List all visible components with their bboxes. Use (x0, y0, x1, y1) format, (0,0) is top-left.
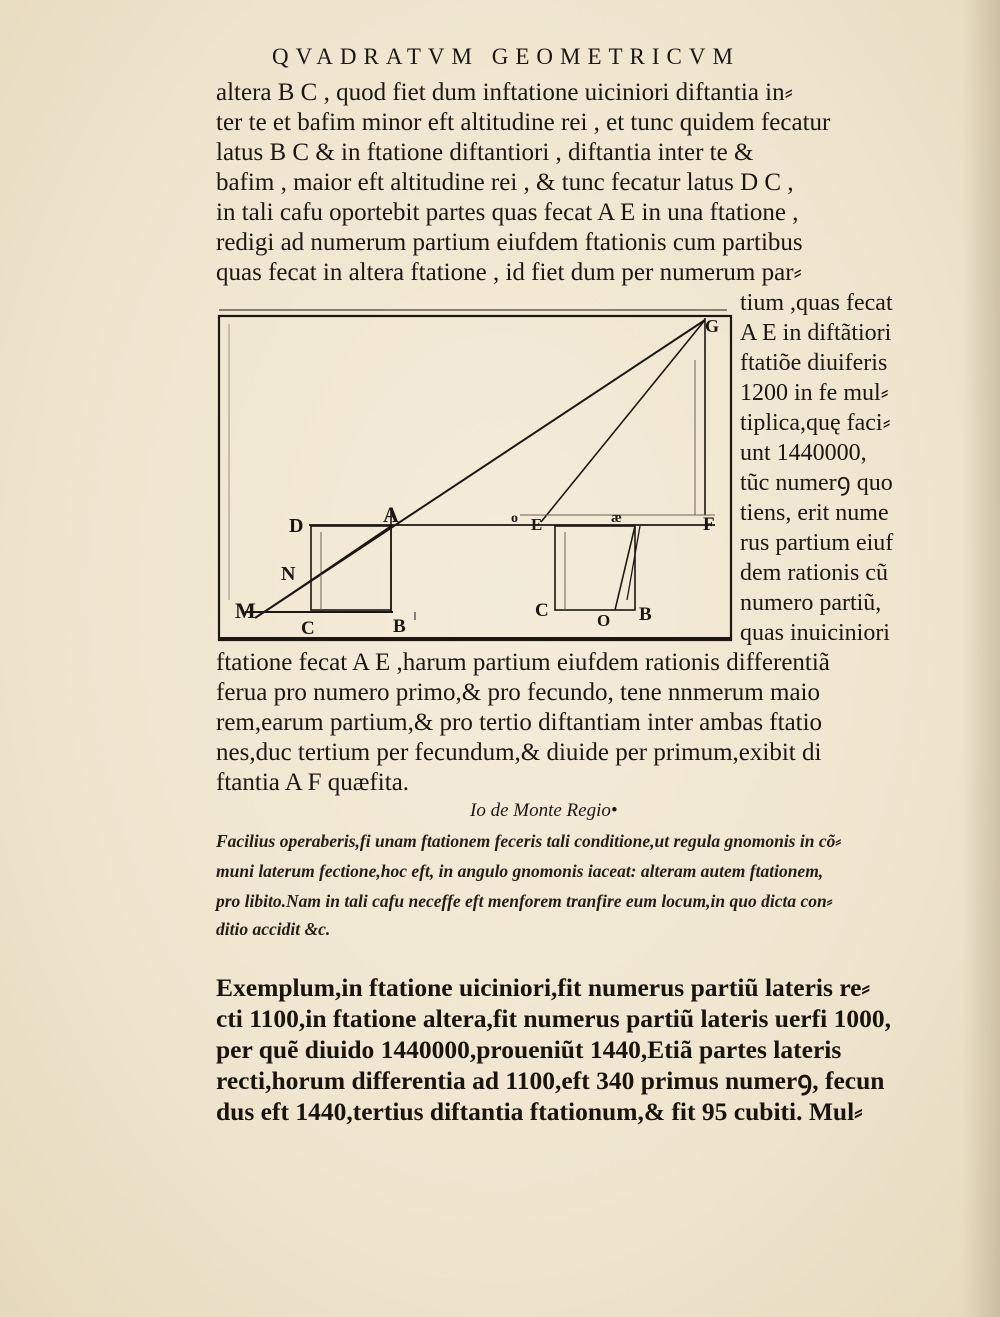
marginal-note-line: muni laterum fectione,hoc eft, in angulo gnomonis iaceat: alteram autem ftationem, (216, 861, 824, 881)
example-line: recti,horum differentia ad 1100,eft 340 primus numerꝯ, fecun (216, 1066, 885, 1095)
label-b-left: B (393, 616, 406, 637)
label-m: M (235, 598, 256, 623)
text-line: rem,earum partium,& pro tertio diftantiam inter ambas ftatio (216, 709, 823, 736)
marginal-note-line: Facilius operaberis,fi unam ftationem feceris tali conditione,ut regula gnomonis in cõ⸗ (216, 831, 842, 851)
text-line: redigi ad numerum partium eiufdem ftationis cum partibus (216, 229, 803, 256)
text-line: nes,duc tertium per fecundum,& diuide per primum,exibit di (216, 739, 822, 766)
text-line: altera B C , quod fiet dum inftatione uiciniori diftantia in⸗ (216, 79, 793, 106)
gnomon-square-right (555, 526, 635, 610)
author-attribution: Io de Monte Regio• (470, 800, 618, 821)
label-e: E (531, 515, 543, 534)
gnomon-diagonal-right-b (627, 526, 640, 600)
label-small-o: o (511, 511, 518, 526)
side-text-line: numero partiũ, (740, 590, 882, 616)
side-text-line: 1200 in fe mul⸗ (740, 380, 889, 406)
figure-svg (215, 300, 735, 645)
geometric-figure (215, 300, 735, 645)
text-line: bafim , maior eft altitudine rei , & tunc fecatur latus D C , (216, 169, 794, 196)
text-line: latus B C & in ftatione diftantiori , diftantia inter te & (216, 139, 754, 166)
label-ae: æ (611, 510, 622, 526)
side-text-line: dem rationis cũ (740, 560, 888, 586)
side-text-line: quas inuiciniori (740, 620, 890, 646)
side-text-line: rus partium eiuf (740, 530, 894, 556)
side-text-line: unt 1440000, (740, 440, 867, 466)
label-f: F (703, 514, 715, 535)
text-line: ftantia A F quæfita. (216, 769, 410, 796)
side-text-line: tium ,quas fecat (740, 290, 893, 316)
label-d: D (289, 515, 304, 537)
marginal-note-line: pro libito.Nam in tali cafu neceffe eft menforem tranfire eum locum,in quo dicta con⸗ (216, 891, 833, 911)
sight-line-second (541, 320, 705, 522)
example-line: Exemplum,in ftatione uiciniori,fit numerus partiũ lateris re⸗ (216, 973, 870, 1002)
text-line: ferua pro numero primo,& pro fecundo, tene nnmerum maio (216, 679, 820, 706)
text-line: in tali cafu oportebit partes quas fecat A E in una ftatione , (216, 199, 799, 226)
gnomon-square-left (311, 526, 391, 610)
marginal-note-line: ditio accidit &c. (216, 919, 331, 939)
running-head: QVADRATVM GEOMETRICVM (272, 44, 740, 69)
side-text-line: ftatiõe diuiferis (740, 350, 888, 376)
label-c-right: C (535, 600, 549, 621)
text-line: ter te et bafim minor eft altitudine rei , et tunc quidem fecatur (216, 109, 831, 136)
label-b-right: B (639, 604, 652, 625)
label-n: N (281, 563, 296, 585)
example-line: dus eft 1440,tertius diftantia ftationum,& fit 95 cubiti. Mul⸗ (216, 1097, 863, 1126)
label-o: O (597, 611, 611, 630)
label-g: G (705, 316, 720, 336)
side-text-line: tiplica,quę faci⸗ (740, 410, 891, 436)
page-edge-shadow (962, 0, 1000, 1317)
side-text-line: A E in diftãtiori (740, 320, 892, 346)
label-a: A (383, 502, 399, 527)
example-line: cti 1100,in ftatione altera,fit numerus partiũ lateris uerfi 1000, (216, 1004, 891, 1033)
text-line: ftatione fecat A E ,harum partium eiufdem rationis differentiã (216, 649, 830, 676)
text-line: quas fecat in altera ftatione , id fiet dum per numerum par⸗ (216, 259, 802, 286)
side-text-line: tiens, erit nume (740, 500, 889, 526)
example-line: per quẽ diuido 1440000,proueniũt 1440,Etiã partes lateris (216, 1035, 842, 1064)
label-c-left: C (301, 618, 315, 639)
side-text-line: tũc numerꝯ quo (740, 470, 893, 496)
